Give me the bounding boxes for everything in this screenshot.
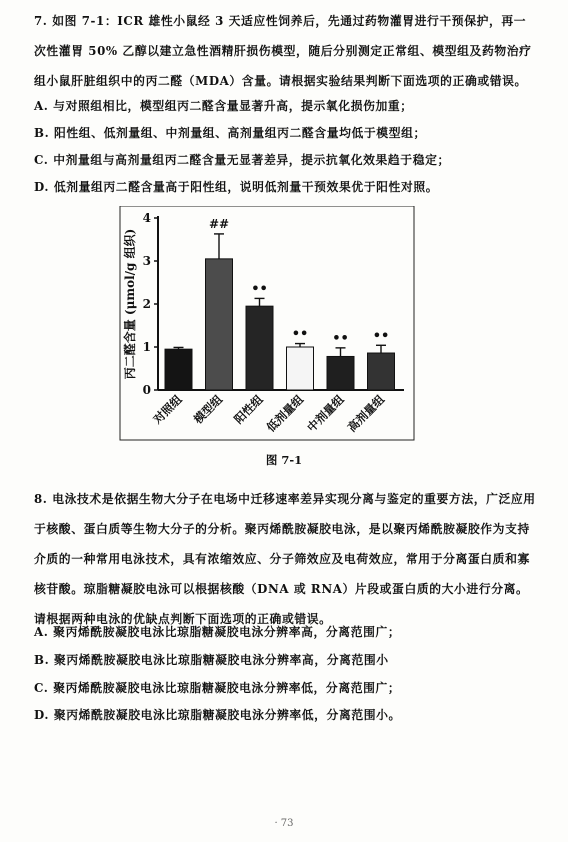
bar	[287, 347, 314, 390]
q8-option-d: D. 聚丙烯酰胺凝胶电泳比琼脂糖凝胶电泳分辨率低，分离范围小。	[34, 708, 401, 722]
bar	[165, 349, 192, 390]
significance-annotation: ••	[332, 330, 349, 346]
y-tick-label: 0	[142, 383, 151, 397]
significance-annotation: ##	[208, 216, 230, 231]
figure-caption: 图 7-1	[265, 453, 303, 467]
q8-option-a: A. 聚丙烯酰胺凝胶电泳比琼脂糖凝胶电泳分辨率高，分离范围广；	[34, 625, 401, 639]
significance-annotation: ••	[372, 328, 390, 344]
q7-stem: 7. 如图 7-1：ICR 雄性小鼠经 3 天适应性饲养后，先通过药物灌胃进行干预保护，再一次性灌胃 50% 乙醇以建立急性酒精肝损伤模型，随后分别测定正常组、模型组及药物治疗组小鼠肝脏组织中的丙二醛（MDA）含量。请根据实验结果判断下面选项的正确或错误。	[34, 14, 532, 88]
page-number: · 73	[274, 818, 294, 829]
q7-option-c: C. 中剂量组与高剂量组丙二醛含量无显著差异，提示抗氧化效果趋于稳定；	[34, 153, 450, 167]
y-tick-label: 3	[142, 254, 151, 268]
y-tick-label: 1	[142, 340, 151, 354]
significance-annotation: ••	[291, 326, 309, 342]
q7-option-d: D. 低剂量组丙二醛含量高于阳性组，说明低剂量干预效果优于阳性对照。	[34, 180, 439, 194]
bar	[368, 353, 395, 390]
x-tick-label: 中剂量组	[304, 392, 347, 435]
x-tick-label: 阳性组	[231, 392, 266, 427]
x-tick-label: 低剂量组	[263, 392, 307, 435]
q8-stem: 8. 电泳技术是依据生物大分子在电场中迁移速率差异实现分离与鉴定的重要方法，广泛应用于核酸、蛋白质等生物大分子的分析。聚丙烯酰胺凝胶电泳，是以聚丙烯酰胺凝胶作为支持介质的一种常用电泳技术，具有浓缩效应、分子筛效应及电荷效应，常用于分离蛋白质和寡核苷酸。琼脂糖凝胶电泳可以根据核酸（DNA 或 RNA）片段或蛋白质的大小进行分离。请根据两种电泳的优缺点判断下面选项的正确或错误。	[34, 492, 536, 626]
bar	[246, 306, 273, 390]
q8-option-b: B. 聚丙烯酰胺凝胶电泳比琼脂糖凝胶电泳分辨率高，分离范围小	[34, 653, 389, 667]
y-tick-label: 2	[142, 297, 151, 311]
q8-option-c: C. 聚丙烯酰胺凝胶电泳比琼脂糖凝胶电泳分辨率低，分离范围广；	[34, 681, 401, 695]
x-tick-label: 对照组	[150, 392, 185, 427]
y-tick-label: 4	[142, 211, 151, 225]
mda-bar-chart	[118, 206, 418, 446]
q7-option-b: B. 阳性组、低剂量组、中剂量组、高剂量组丙二醛含量均低于模型组；	[34, 126, 426, 140]
bar	[206, 259, 233, 390]
significance-annotation: ••	[251, 281, 268, 297]
bar	[327, 356, 354, 390]
x-tick-label: 高剂量组	[344, 392, 388, 435]
y-axis-label: 丙二醛含量 (μmol/g 组织)	[123, 228, 137, 380]
x-tick-label: 模型组	[190, 392, 226, 427]
q7-option-a: A. 与对照组相比，模型组丙二醛含量显著升高，提示氧化损伤加重；	[34, 99, 413, 113]
